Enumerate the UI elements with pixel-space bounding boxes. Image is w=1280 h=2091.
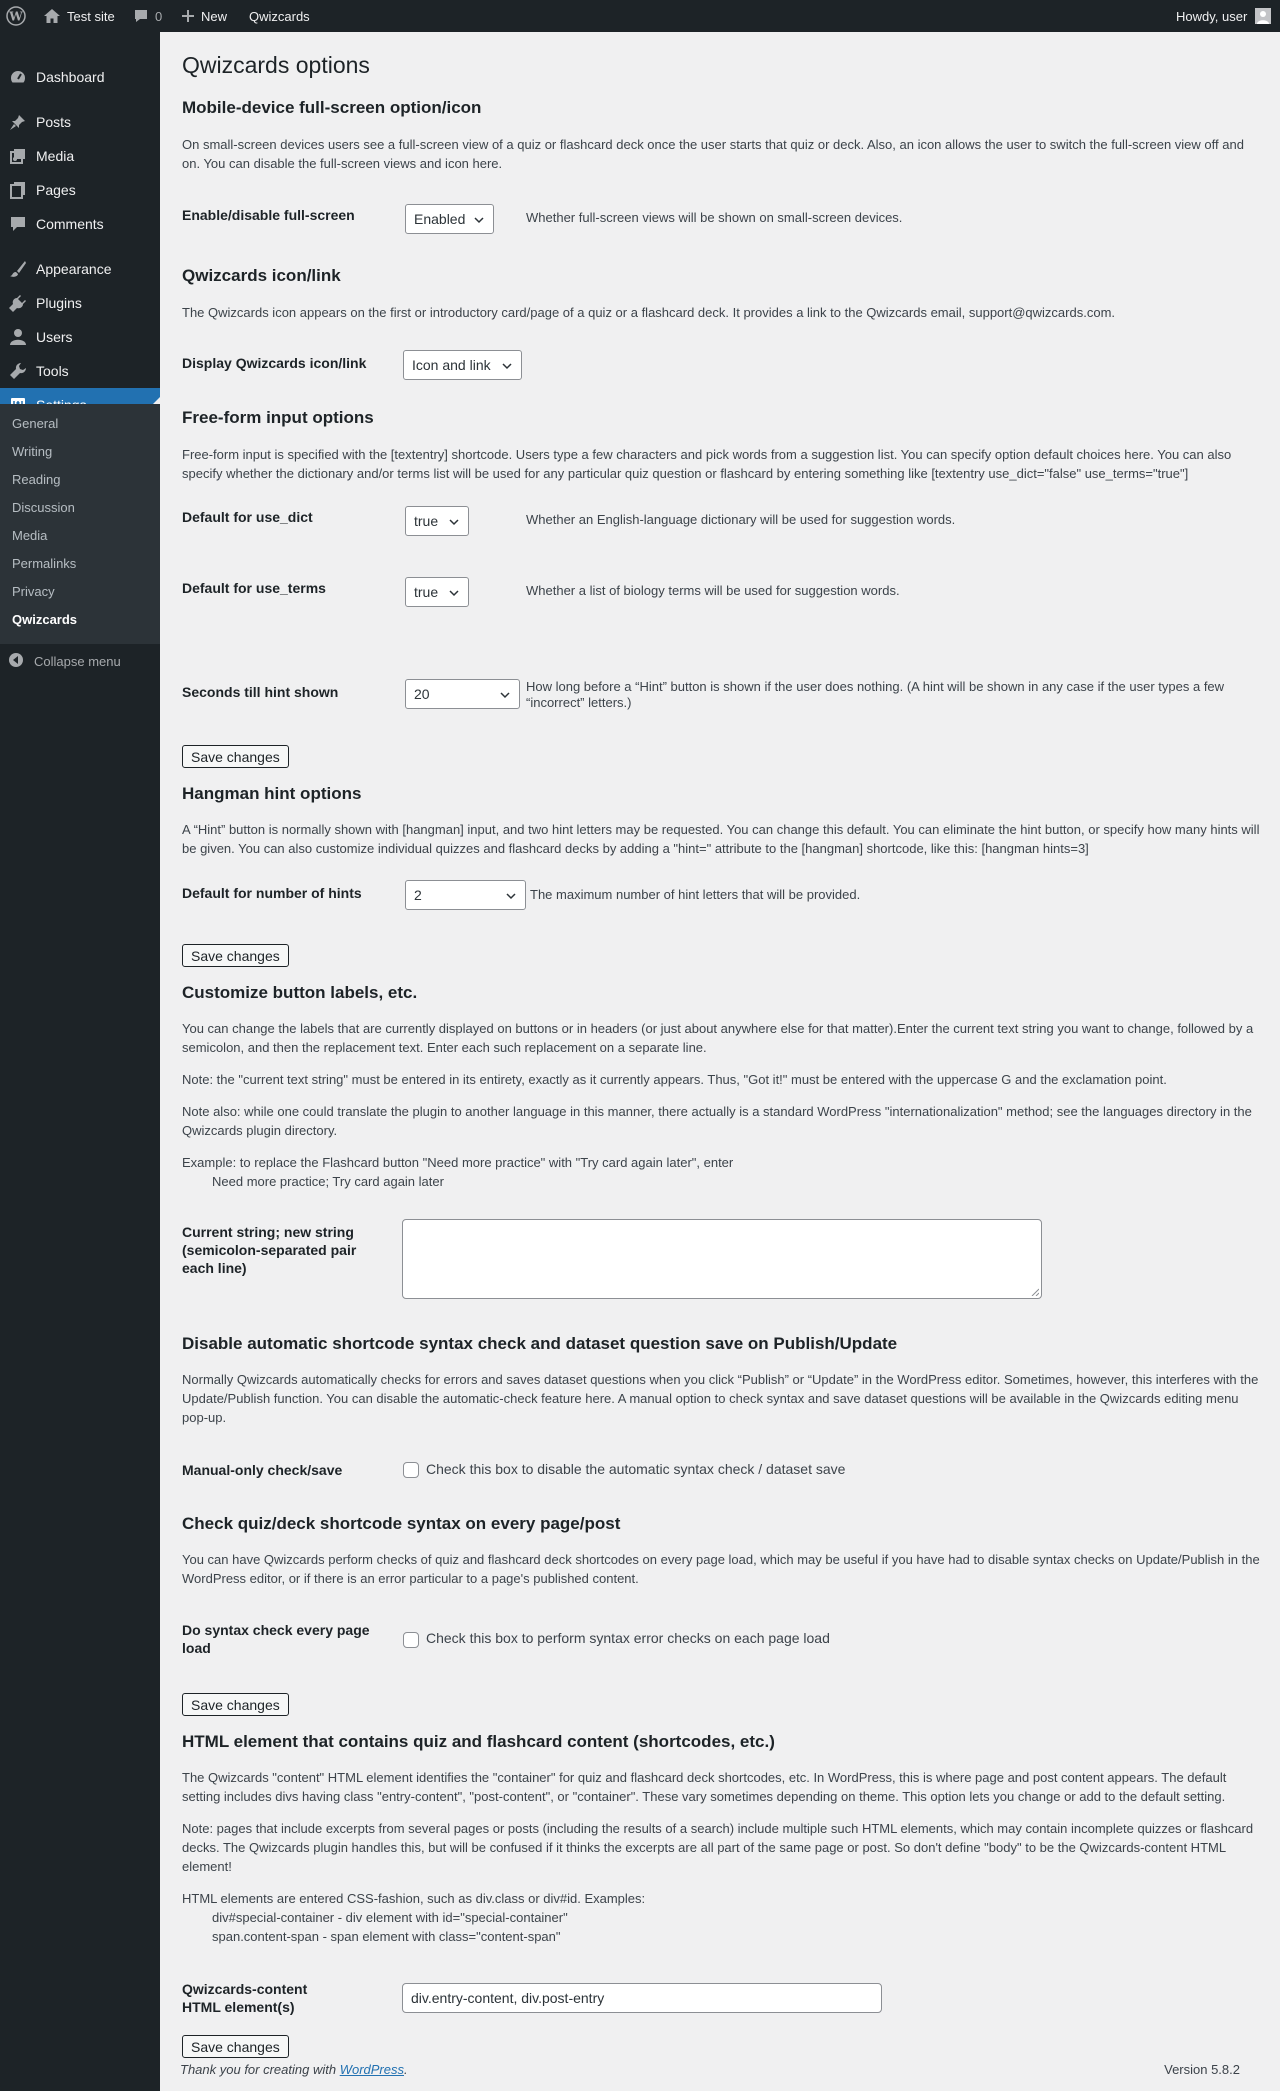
hangman-hints-help: The maximum number of hint letters that will be provided.	[530, 887, 861, 902]
footer	[180, 2062, 1260, 2077]
freeform-description: Free-form input is specified with the [textentry] shortcode. Users type a few characters and pick words from a suggestion list. You can specify option default choices here. You can also specify whether the dictionary and/or terms list will be used for any particular quiz question or flashcard by entering something like [textentry use_dict="false" use_terms="true"]	[182, 447, 1232, 481]
menu-label: Media	[36, 148, 75, 164]
hint-seconds-label: Seconds till hint shown	[182, 684, 339, 700]
collapse-menu-button[interactable]	[8, 652, 121, 671]
labels-example-line: Need more practice; Try card again later	[212, 1174, 444, 1189]
chevron-down-icon	[473, 214, 485, 226]
submenu-item-general[interactable]: General	[12, 416, 59, 431]
menu-label: Dashboard	[36, 69, 105, 85]
wrench-icon	[0, 362, 36, 380]
icon-select-value: Icon and link	[412, 357, 491, 373]
hint-seconds-help: How long before a “Hint” button is shown if the user does nothing. (A hint will be shown in any case if the user types a few “incorrect” letters.)	[526, 679, 1225, 710]
version-label: Version 5.8.2	[1164, 2062, 1240, 2077]
syntax-description: You can have Qwizcards perform checks of quiz and flashcard deck shortcodes on every page load, which may be useful if you have had to disable syntax checks on Update/Publish in the WordPress editor, or if there is an error particular to a page's published content.	[182, 1552, 1260, 1586]
manual-checkbox[interactable]	[403, 1462, 419, 1478]
htmlel-label: Qwizcards-content HTML element(s)	[182, 1981, 308, 2015]
chevron-down-icon	[501, 360, 513, 372]
menu-label: Posts	[36, 114, 72, 130]
menu-item-tools[interactable]	[0, 354, 160, 388]
fullscreen-heading: Mobile-device full-screen option/icon	[182, 98, 482, 117]
comments-count: 0	[155, 8, 163, 24]
save-changes-button[interactable]: Save changes	[182, 745, 289, 768]
media-icon	[0, 147, 36, 165]
manual-label: Manual-only check/save	[182, 1462, 343, 1478]
htmlel-example-2: span.content-span - span element with class="content-span"	[212, 1929, 561, 1944]
menu-item-pages[interactable]	[0, 173, 160, 207]
menu-label: Pages	[36, 182, 76, 198]
dashboard-icon	[0, 68, 36, 86]
pin-icon	[0, 113, 36, 131]
syntax-heading: Check quiz/deck shortcode syntax on every page/post	[182, 1514, 621, 1533]
svg-text:W: W	[9, 9, 23, 24]
plug-icon	[0, 294, 36, 312]
chevron-down-icon	[499, 689, 511, 701]
icon-heading: Qwizcards icon/link	[182, 266, 341, 285]
use-terms-select[interactable]	[405, 577, 469, 607]
brush-icon	[0, 260, 36, 278]
use-terms-value: true	[414, 584, 439, 600]
use-dict-select[interactable]	[405, 506, 469, 536]
manual-heading: Disable automatic shortcode syntax check and dataset question save on Publish/Update	[182, 1334, 898, 1353]
fullscreen-description: On small-screen devices users see a full-screen view of a quiz or flashcard deck once the user starts that quiz or deck. Also, an icon allows the user to switch the full-screen view off and on. You can disable the full-screen views and icon here.	[182, 137, 1244, 171]
collapse-label: Collapse menu	[34, 654, 121, 669]
submenu-item-privacy[interactable]: Privacy	[12, 584, 55, 599]
menu-label: Users	[36, 329, 73, 345]
syntax-label: Do syntax check every page load	[182, 1622, 370, 1656]
new-content-link[interactable]	[181, 0, 227, 32]
menu-item-comments[interactable]	[0, 207, 160, 241]
htmlel-description-1: The Qwizcards "content" HTML element identifies the "container" for quiz and flashcard deck shortcodes, etc. In WordPress, this is where page and post content appears. The default setting includes divs having class "entry-content", "post-content", or "container". These vary sometimes depending on theme. This option lets you change or add to the default setting.	[182, 1770, 1227, 1804]
htmlel-example-1: div#special-container - div element with id="special-container"	[212, 1910, 568, 1925]
hangman-hints-select[interactable]	[405, 880, 526, 910]
site-name-label: Test site	[67, 8, 115, 24]
htmlel-description-2: Note: pages that include excerpts from several pages or posts (including the results of a search) include multiple such HTML elements, which may contain incomplete quizzes or flashcard decks. The Qwizcards plugin handles this, but will be confused if it thinks the excerpts are all part of the same page or post. So don't define "body" to be the Qwizcards-content HTML element!	[182, 1821, 1254, 1874]
submenu-item-qwizcards[interactable]: Qwizcards	[12, 612, 78, 627]
icon-description: The Qwizcards icon appears on the first or introductory card/page of a quiz or a flashcard deck. It provides a link to the Qwizcards email, support@qwizcards.com.	[182, 305, 1116, 320]
save-changes-button[interactable]: Save changes	[182, 1693, 289, 1716]
wordpress-logo-icon[interactable]	[6, 0, 26, 32]
resize-handle-icon[interactable]	[1031, 1288, 1039, 1296]
syntax-checkbox-label[interactable]: Check this box to perform syntax error checks on each page load	[426, 1630, 830, 1646]
hint-seconds-value: 20	[414, 686, 430, 702]
menu-label: Tools	[36, 363, 69, 379]
freeform-heading: Free-form input options	[182, 408, 374, 427]
icon-label: Display Qwizcards icon/link	[182, 355, 367, 371]
submenu-item-discussion[interactable]: Discussion	[12, 500, 75, 515]
page-title: Qwizcards options	[182, 52, 370, 78]
menu-item-plugins[interactable]	[0, 286, 160, 320]
home-icon	[43, 8, 61, 24]
use-dict-label: Default for use_dict	[182, 509, 313, 525]
fullscreen-select-value: Enabled	[414, 211, 466, 227]
user-icon	[0, 328, 36, 346]
menu-item-posts[interactable]	[0, 105, 160, 139]
submenu-item-media[interactable]: Media	[12, 528, 48, 543]
save-changes-button[interactable]: Save changes	[182, 944, 289, 967]
menu-label: Appearance	[36, 261, 112, 277]
comments-link[interactable]	[133, 0, 162, 32]
icon-select[interactable]	[403, 350, 522, 380]
footer-thanks-end: .	[404, 2062, 408, 2077]
wordpress-link[interactable]: WordPress	[339, 2062, 404, 2077]
qwizcards-admin-link[interactable]: Qwizcards	[249, 8, 310, 24]
account-menu[interactable]	[1176, 0, 1271, 32]
save-changes-button[interactable]: Save changes	[182, 2035, 289, 2058]
manual-checkbox-label[interactable]: Check this box to disable the automatic syntax check / dataset save	[426, 1461, 846, 1477]
submenu-item-reading[interactable]: Reading	[12, 472, 61, 487]
use-dict-value: true	[414, 513, 439, 529]
menu-item-appearance[interactable]	[0, 252, 160, 286]
new-label: New	[201, 8, 228, 24]
settings-submenu	[0, 404, 160, 644]
menu-label: Plugins	[36, 295, 82, 311]
labels-description-1: You can change the labels that are currently displayed on buttons or in headers (or just about anywhere else for that matter).Enter the current text string you want to change, followed by a semicolon, and then the replacement text. Enter each such replacement on a separate line.	[182, 1021, 1254, 1055]
hangman-hints-label: Default for number of hints	[182, 885, 362, 901]
use-terms-help: Whether a list of biology terms will be used for suggestion words.	[526, 583, 900, 598]
htmlel-input[interactable]: div.entry-content, div.post-entry	[402, 1983, 882, 2013]
use-terms-label: Default for use_terms	[182, 580, 326, 596]
hint-seconds-select[interactable]	[405, 679, 520, 709]
plus-icon	[181, 9, 195, 23]
labels-description-3: Note also: while one could translate the plugin to another language in this manner, there actually is a standard WordPress "internationalization" method; see the languages directory in the Qwizcards plugin directory.	[182, 1104, 1252, 1138]
menu-item-users[interactable]	[0, 320, 160, 354]
chevron-down-icon	[448, 587, 460, 599]
labels-heading: Customize button labels, etc.	[182, 983, 418, 1002]
htmlel-description-3: HTML elements are entered CSS-fashion, such as div.class or div#id. Examples:	[182, 1891, 646, 1906]
howdy-label: Howdy, user	[1176, 8, 1248, 24]
pages-icon	[0, 181, 36, 199]
fullscreen-label: Enable/disable full-screen	[182, 207, 355, 223]
menu-label: Comments	[36, 216, 104, 232]
hangman-heading: Hangman hint options	[182, 784, 362, 803]
menu-item-dashboard[interactable]	[0, 60, 160, 94]
htmlel-heading: HTML element that contains quiz and flashcard content (shortcodes, etc.)	[182, 1732, 775, 1751]
hangman-description: A “Hint” button is normally shown with [hangman] input, and two hint letters may be requested. You can change this default. You can eliminate the hint button, or specify how many hints will be given. You can also customize individual quizzes and flashcard decks by adding a "hint=" attribute to the [hangman] shortcode, like this: [hangman hints=3]	[182, 822, 1260, 856]
fullscreen-help: Whether full-screen views will be shown on small-screen devices.	[526, 210, 903, 225]
chevron-down-icon	[505, 890, 517, 902]
admin-bar	[0, 0, 1280, 32]
comment-icon	[0, 215, 36, 233]
syntax-checkbox[interactable]	[403, 1632, 419, 1648]
manual-description: Normally Qwizcards automatically checks for errors and saves dataset questions when you click “Publish” or “Update” in the WordPress editor. Sometimes, however, this interferes with the Update/Publish function. You can disable the automatic-check feature here. A manual option to check syntax and save dataset questions will be available in the Qwizcards editing menu pop-up.	[182, 1372, 1259, 1425]
use-dict-help: Whether an English-language dictionary will be used for suggestion words.	[526, 512, 956, 527]
fullscreen-select[interactable]	[405, 204, 494, 234]
menu-item-media[interactable]	[0, 139, 160, 173]
collapse-arrow-icon	[8, 652, 24, 671]
comment-bubble-icon	[133, 8, 149, 24]
labels-field-label: Current string; new string (semicolon-separated pair each line)	[182, 1224, 357, 1276]
admin-menu	[0, 32, 160, 2091]
footer-thanks	[180, 2062, 408, 2077]
footer-thanks-text: Thank you for creating with	[180, 2062, 340, 2077]
avatar	[1255, 8, 1271, 24]
site-name-link[interactable]	[43, 0, 115, 32]
chevron-down-icon	[448, 516, 460, 528]
submenu-item-permalinks[interactable]: Permalinks	[12, 556, 77, 571]
hangman-hints-value: 2	[414, 887, 422, 903]
labels-example: Example: to replace the Flashcard button "Need more practice" with "Try card again later", enter	[182, 1155, 734, 1170]
labels-description-2: Note: the "current text string" must be entered in its entirety, exactly as it currently appears. Thus, "Got it!" must be entered with the uppercase G and the exclamation point.	[182, 1072, 1167, 1087]
submenu-item-writing[interactable]: Writing	[12, 444, 53, 459]
labels-textarea[interactable]	[402, 1219, 1042, 1299]
